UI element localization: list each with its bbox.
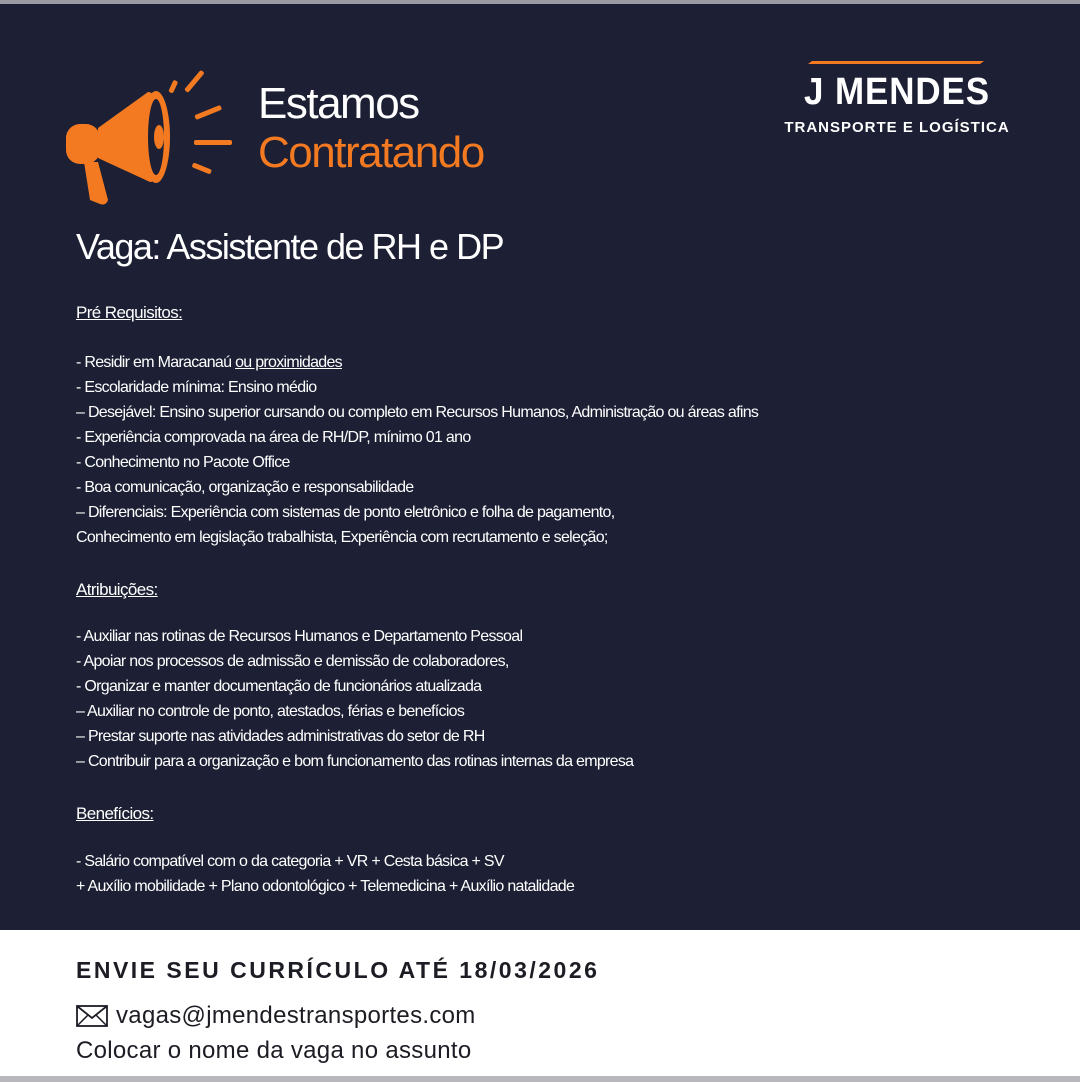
duties-list [76, 624, 633, 774]
job-title: Vaga: Assistente de RH e DP [76, 226, 504, 267]
company-logo [784, 60, 1010, 136]
mail-icon [76, 1005, 108, 1027]
list-item: Conhecimento em legislação trabalhista, Experiência com recrutamento e seleção; [76, 529, 608, 546]
list-item: – Prestar suporte nas atividades administrativas do setor de RH [76, 728, 485, 745]
benefits-heading: Benefícios: [76, 804, 154, 823]
list-item: - Boa comunicação, organização e responsabilidade [76, 479, 414, 496]
list-item: - Apoiar nos processos de admissão e demissão de colaboradores, [76, 653, 509, 670]
list-item [76, 350, 758, 375]
megaphone-icon [58, 62, 248, 212]
application-deadline: ENVIE SEU CURRÍCULO ATÉ 18/03/2026 [76, 957, 600, 983]
list-item: - Conhecimento no Pacote Office [76, 454, 290, 471]
duties-heading: Atribuições: [76, 580, 158, 599]
list-item: – Diferenciais: Experiência com sistemas de ponto eletrônico e folha de pagamento, [76, 504, 615, 521]
requirement-location: - Residir em Maracanaú [76, 354, 236, 371]
subject-instruction: Colocar o nome da vaga no assunto [76, 1037, 472, 1064]
company-tagline: TRANSPORTE E LOGÍSTICA [784, 119, 1010, 136]
requirements-heading: Pré Requisitos: [76, 303, 183, 322]
list-item: - Organizar e manter documentação de funcionários atualizada [76, 678, 482, 695]
headline-line-2: Contratando [258, 128, 484, 177]
requirements-list [76, 350, 758, 550]
list-item: - Escolaridade mínima: Ensino médio [76, 379, 317, 396]
company-name: J MENDES [803, 71, 991, 113]
benefits-list [76, 849, 574, 899]
contact-email[interactable]: vagas@jmendestransportes.com [116, 1002, 476, 1029]
list-item: – Desejável: Ensino superior cursando ou completo em Recursos Humanos, Administração ou áreas afins [76, 404, 759, 421]
requirement-location-underlined: ou proximidades [235, 354, 342, 371]
email-row [76, 1001, 476, 1031]
headline-line-1: Estamos [258, 79, 419, 128]
list-item: – Contribuir para a organização e bom funcionamento das rotinas internas da empresa [76, 753, 634, 770]
bottom-border [0, 1076, 1080, 1082]
hiring-headline [258, 79, 484, 177]
list-item: - Salário compatível com o da categoria + VR + Cesta básica + SV [76, 853, 504, 870]
logo-stripe [808, 61, 984, 70]
list-item: – Auxiliar no controle de ponto, atestados, férias e benefícios [76, 703, 465, 720]
list-item: - Experiência comprovada na área de RH/DP, mínimo 01 ano [76, 429, 471, 446]
list-item: + Auxílio mobilidade + Plano odontológico + Telemedicina + Auxílio natalidade [76, 878, 575, 895]
list-item: - Auxiliar nas rotinas de Recursos Humanos e Departamento Pessoal [76, 628, 523, 645]
